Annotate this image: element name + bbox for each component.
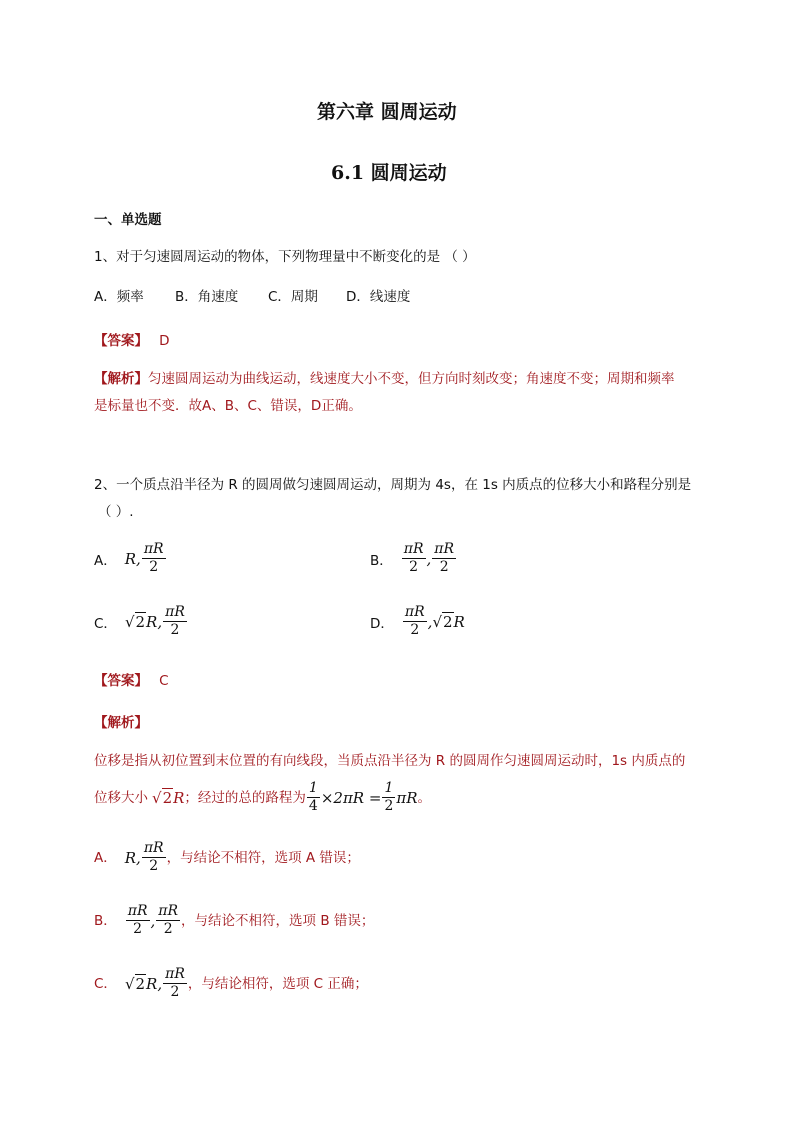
sqrt-2: √2	[124, 612, 146, 631]
answer-tag: 【答案】	[94, 333, 148, 349]
q2-option-c: C． √2 R , $\frac{\pi R}{2}$	[94, 604, 185, 638]
fraction-pir-over-2: $\frac{\pi R}{2}$	[143, 541, 164, 575]
analysis-tag: 【解析】	[94, 371, 148, 387]
review-text: ，与结论相符，选项 C 正确；	[187, 975, 368, 992]
q2-option-d: D． $\frac{\pi R}{2}$ , √2 R	[370, 604, 465, 638]
q2-analysis-tag: 【解析】	[94, 715, 148, 731]
option-label: B．	[94, 912, 117, 929]
fraction-pir-over-2: $\frac{\pi R}{2}$	[165, 604, 185, 638]
answer-value: C	[159, 673, 169, 689]
q1-analysis-line1	[94, 370, 675, 388]
q1-option-a: A．频率	[94, 289, 144, 305]
fraction-pir-over-2: $\frac{\pi R}{2}$	[158, 903, 179, 937]
analysis-text: ；经过的总的路程为	[184, 789, 306, 806]
review-text: ，与结论不相符，选项 A 错误；	[166, 849, 360, 866]
q2-analysis-line2: 位移大小 √2 R ；经过的总的路程为 $\frac{1}{4}$ ×2πR = $\frac{1}{2}$ πR 。	[94, 780, 432, 814]
fraction-1-over-4: $\frac{1}{4}$	[308, 780, 318, 814]
option-label: D．	[370, 615, 394, 632]
option-label: A．	[94, 552, 117, 569]
option-label: B．	[370, 552, 393, 569]
q2-review-a: A． R , $\frac{\pi R}{2}$ ，与结论不相符，选项 A 错误；	[94, 840, 360, 874]
q2-option-a: A． R , $\frac{\pi R}{2}$	[94, 541, 164, 575]
q1-option-b: B．角速度	[175, 289, 239, 305]
answer-value: D	[159, 333, 170, 349]
answer-tag: 【答案】	[94, 673, 148, 689]
q2-stem-line1: 2、一个质点沿半径为 R 的圆周做匀速圆周运动，周期为 4s，在 1s 内质点的位移大小和路程分别是	[94, 477, 692, 493]
option-label: C．	[94, 975, 117, 992]
section-title: 6.1 圆周运动	[331, 162, 447, 184]
q2-option-b: B． $\frac{\pi R}{2}$ , $\frac{\pi R}{2}$	[370, 541, 455, 575]
fraction-pir-over-2: $\frac{\pi R}{2}$	[404, 604, 425, 638]
section-heading: 一、单选题	[94, 212, 162, 228]
analysis-text: 。	[417, 789, 432, 806]
analysis-text: 位移大小	[94, 789, 148, 806]
q1-stem: 1、对于匀速圆周运动的物体，下列物理量中不断变化的是 （ ）	[94, 249, 476, 265]
chapter-title: 第六章 圆周运动	[317, 101, 457, 123]
analysis-text: 匀速圆周运动为曲线运动，线速度大小不变，但方向时刻改变；角速度不变；周期和频率	[148, 371, 675, 387]
option-label: C．	[94, 615, 117, 632]
q1-option-d: D．线速度	[346, 289, 411, 305]
q2-review-b: B． $\frac{\pi R}{2}$ , $\frac{\pi R}{2}$ ，与结论不相符，选项 B 错误；	[94, 903, 375, 937]
fraction-pir-over-2: $\frac{\pi R}{2}$	[143, 840, 164, 874]
q2-review-c: C． √2 R , $\frac{\pi R}{2}$ ，与结论相符，选项 C 正确；	[94, 966, 368, 1000]
math-r: R	[124, 549, 137, 568]
fraction-pir-over-2: $\frac{\pi R}{2}$	[403, 541, 424, 575]
math-pir: πR	[396, 788, 418, 807]
q2-stem-line2: （ ）.	[98, 504, 134, 520]
q2-answer	[94, 669, 169, 690]
math-times-2pir: ×2πR =	[320, 788, 382, 807]
review-text: ，与结论不相符，选项 B 错误；	[181, 912, 375, 929]
fraction-pir-over-2: $\frac{\pi R}{2}$	[165, 966, 185, 1000]
fraction-pir-over-2: $\frac{\pi R}{2}$	[434, 541, 455, 575]
sqrt-2: √2	[124, 974, 146, 993]
fraction-1-over-2: $\frac{1}{2}$	[384, 780, 394, 814]
q1-option-c: C．周期	[268, 289, 318, 305]
q1-answer	[94, 329, 170, 350]
sqrt-2: √2	[432, 612, 453, 631]
q2-analysis-line1: 位移是指从初位置到末位置的有向线段，当质点沿半径为 R 的圆周作匀速圆周运动时，1s 内质点的	[94, 753, 686, 769]
option-label: A．	[94, 849, 117, 866]
sqrt-2: √2	[152, 788, 173, 807]
q1-analysis-line2: 是标量也不变．故A、B、C、错误，D正确。	[94, 398, 362, 414]
fraction-pir-over-2: $\frac{\pi R}{2}$	[127, 903, 148, 937]
